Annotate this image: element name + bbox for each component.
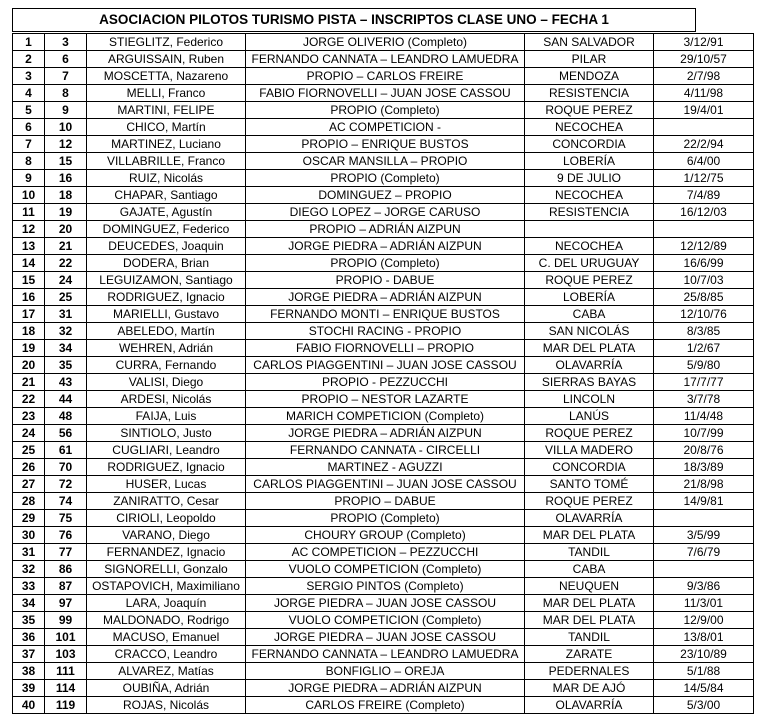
cell-team: BONFIGLIO – OREJA xyxy=(246,663,525,680)
cell-car-number: 48 xyxy=(45,408,87,425)
cell-car-number: 22 xyxy=(45,255,87,272)
cell-birth-date: 12/9/00 xyxy=(654,612,754,629)
cell-car-number: 12 xyxy=(45,136,87,153)
cell-birth-date: 10/7/99 xyxy=(654,425,754,442)
cell-car-number: 16 xyxy=(45,170,87,187)
cell-driver: STIEGLITZ, Federico xyxy=(87,34,246,51)
cell-car-number: 32 xyxy=(45,323,87,340)
table-row xyxy=(13,493,754,510)
cell-team: FERNANDO CANNATA - CIRCELLI xyxy=(246,442,525,459)
cell-team: DOMINGUEZ – PROPIO xyxy=(246,187,525,204)
cell-car-number: 3 xyxy=(45,34,87,51)
cell-driver: ROJAS, Nicolás xyxy=(87,697,246,714)
cell-birth-date: 7/6/79 xyxy=(654,544,754,561)
cell-birth-date: 3/12/91 xyxy=(654,34,754,51)
cell-position: 23 xyxy=(13,408,45,425)
cell-driver: MACUSO, Emanuel xyxy=(87,629,246,646)
cell-team: PROPIO (Completo) xyxy=(246,510,525,527)
cell-team: PROPIO (Completo) xyxy=(246,170,525,187)
table-row xyxy=(13,34,754,51)
cell-birth-date: 8/3/85 xyxy=(654,323,754,340)
cell-team: CHOURY GROUP (Completo) xyxy=(246,527,525,544)
cell-city: MAR DEL PLATA xyxy=(525,595,654,612)
cell-position: 29 xyxy=(13,510,45,527)
cell-driver: CHICO, Martín xyxy=(87,119,246,136)
table-row xyxy=(13,663,754,680)
cell-car-number: 25 xyxy=(45,289,87,306)
table-row xyxy=(13,51,754,68)
cell-position: 2 xyxy=(13,51,45,68)
table-row xyxy=(13,680,754,697)
cell-city: MAR DEL PLATA xyxy=(525,340,654,357)
table-row xyxy=(13,612,754,629)
cell-city: TANDIL xyxy=(525,629,654,646)
cell-driver: SIGNORELLI, Gonzalo xyxy=(87,561,246,578)
cell-driver: ARDESI, Nicolás xyxy=(87,391,246,408)
cell-driver: DODERA, Brian xyxy=(87,255,246,272)
table-row xyxy=(13,544,754,561)
cell-driver: CHAPAR, Santiago xyxy=(87,187,246,204)
table-row xyxy=(13,561,754,578)
table-row xyxy=(13,102,754,119)
cell-birth-date: 16/6/99 xyxy=(654,255,754,272)
table-row xyxy=(13,340,754,357)
cell-team: CARLOS FREIRE (Completo) xyxy=(246,697,525,714)
cell-team: PROPIO (Completo) xyxy=(246,102,525,119)
cell-team: FERNANDO CANNATA – LEANDRO LAMUEDRA xyxy=(246,51,525,68)
cell-driver: RUIZ, Nicolás xyxy=(87,170,246,187)
cell-birth-date: 25/8/85 xyxy=(654,289,754,306)
cell-position: 18 xyxy=(13,323,45,340)
cell-birth-date: 12/10/76 xyxy=(654,306,754,323)
cell-city: ROQUE PEREZ xyxy=(525,272,654,289)
cell-car-number: 9 xyxy=(45,102,87,119)
cell-city: LOBERÍA xyxy=(525,289,654,306)
table-row xyxy=(13,697,754,714)
cell-position: 19 xyxy=(13,340,45,357)
cell-driver: CUGLIARI, Leandro xyxy=(87,442,246,459)
table-row xyxy=(13,306,754,323)
cell-city: CABA xyxy=(525,306,654,323)
cell-driver: SINTIOLO, Justo xyxy=(87,425,246,442)
cell-team: MARTINEZ - AGUZZI xyxy=(246,459,525,476)
cell-car-number: 44 xyxy=(45,391,87,408)
table-row xyxy=(13,425,754,442)
cell-birth-date: 13/8/01 xyxy=(654,629,754,646)
table-row xyxy=(13,476,754,493)
cell-city: VILLA MADERO xyxy=(525,442,654,459)
cell-position: 40 xyxy=(13,697,45,714)
cell-driver: MARTINI, FELIPE xyxy=(87,102,246,119)
table-row xyxy=(13,374,754,391)
cell-position: 16 xyxy=(13,289,45,306)
cell-city: MAR DEL PLATA xyxy=(525,612,654,629)
cell-car-number: 74 xyxy=(45,493,87,510)
cell-city: RESISTENCIA xyxy=(525,204,654,221)
cell-team: VUOLO COMPETICION (Completo) xyxy=(246,612,525,629)
entries-table-body xyxy=(13,34,754,714)
cell-birth-date: 11/4/48 xyxy=(654,408,754,425)
cell-position: 4 xyxy=(13,85,45,102)
cell-team: PROPIO – DABUE xyxy=(246,493,525,510)
cell-city: ROQUE PEREZ xyxy=(525,493,654,510)
cell-driver: VILLABRILLE, Franco xyxy=(87,153,246,170)
cell-position: 34 xyxy=(13,595,45,612)
cell-birth-date: 5/9/80 xyxy=(654,357,754,374)
cell-position: 21 xyxy=(13,374,45,391)
cell-position: 5 xyxy=(13,102,45,119)
cell-position: 1 xyxy=(13,34,45,51)
cell-driver: LEGUIZAMON, Santiago xyxy=(87,272,246,289)
cell-car-number: 43 xyxy=(45,374,87,391)
cell-driver: LARA, Joaquín xyxy=(87,595,246,612)
cell-city: 9 DE JULIO xyxy=(525,170,654,187)
cell-birth-date: 14/9/81 xyxy=(654,493,754,510)
cell-position: 17 xyxy=(13,306,45,323)
table-row xyxy=(13,221,754,238)
cell-city: MAR DE AJÓ xyxy=(525,680,654,697)
cell-birth-date: 18/3/89 xyxy=(654,459,754,476)
cell-car-number: 61 xyxy=(45,442,87,459)
cell-car-number: 21 xyxy=(45,238,87,255)
cell-team: PROPIO – ENRIQUE BUSTOS xyxy=(246,136,525,153)
cell-car-number: 24 xyxy=(45,272,87,289)
cell-birth-date xyxy=(654,510,754,527)
cell-position: 13 xyxy=(13,238,45,255)
cell-birth-date xyxy=(654,561,754,578)
cell-driver: MARIELLI, Gustavo xyxy=(87,306,246,323)
table-row xyxy=(13,578,754,595)
cell-birth-date: 4/11/98 xyxy=(654,85,754,102)
cell-driver: ZANIRATTO, Cesar xyxy=(87,493,246,510)
cell-position: 36 xyxy=(13,629,45,646)
cell-team: JORGE PIEDRA – JUAN JOSE CASSOU xyxy=(246,595,525,612)
cell-birth-date: 9/3/86 xyxy=(654,578,754,595)
cell-driver: DOMINGUEZ, Federico xyxy=(87,221,246,238)
cell-city: MAR DEL PLATA xyxy=(525,527,654,544)
cell-team: PROPIO – NESTOR LAZARTE xyxy=(246,391,525,408)
cell-team: DIEGO LOPEZ – JORGE CARUSO xyxy=(246,204,525,221)
table-row xyxy=(13,255,754,272)
cell-position: 35 xyxy=(13,612,45,629)
cell-team: AC COMPETICION – PEZZUCCHI xyxy=(246,544,525,561)
cell-position: 14 xyxy=(13,255,45,272)
cell-car-number: 6 xyxy=(45,51,87,68)
cell-car-number: 101 xyxy=(45,629,87,646)
table-row xyxy=(13,595,754,612)
cell-team: SERGIO PINTOS (Completo) xyxy=(246,578,525,595)
cell-driver: MOSCETTA, Nazareno xyxy=(87,68,246,85)
table-row xyxy=(13,85,754,102)
cell-position: 31 xyxy=(13,544,45,561)
cell-driver: VALISI, Diego xyxy=(87,374,246,391)
cell-car-number: 72 xyxy=(45,476,87,493)
table-row xyxy=(13,289,754,306)
cell-birth-date: 7/4/89 xyxy=(654,187,754,204)
cell-birth-date: 3/5/99 xyxy=(654,527,754,544)
table-row xyxy=(13,187,754,204)
cell-position: 9 xyxy=(13,170,45,187)
cell-team: JORGE PIEDRA – JUAN JOSE CASSOU xyxy=(246,629,525,646)
cell-driver: HUSER, Lucas xyxy=(87,476,246,493)
cell-driver: RODRIGUEZ, Ignacio xyxy=(87,459,246,476)
cell-driver: GAJATE, Agustín xyxy=(87,204,246,221)
cell-birth-date: 14/5/84 xyxy=(654,680,754,697)
cell-birth-date: 23/10/89 xyxy=(654,646,754,663)
table-row xyxy=(13,357,754,374)
cell-car-number: 31 xyxy=(45,306,87,323)
cell-driver: CURRA, Fernando xyxy=(87,357,246,374)
cell-birth-date: 11/3/01 xyxy=(654,595,754,612)
cell-birth-date: 1/2/67 xyxy=(654,340,754,357)
cell-car-number: 76 xyxy=(45,527,87,544)
table-row xyxy=(13,459,754,476)
cell-driver: VARANO, Diego xyxy=(87,527,246,544)
cell-birth-date xyxy=(654,119,754,136)
cell-car-number: 7 xyxy=(45,68,87,85)
cell-car-number: 111 xyxy=(45,663,87,680)
cell-city: LINCOLN xyxy=(525,391,654,408)
cell-team: FERNANDO MONTI – ENRIQUE BUSTOS xyxy=(246,306,525,323)
cell-city: NECOCHEA xyxy=(525,119,654,136)
cell-team: JORGE PIEDRA – ADRIÁN AIZPUN xyxy=(246,289,525,306)
cell-birth-date: 3/7/78 xyxy=(654,391,754,408)
cell-city: RESISTENCIA xyxy=(525,85,654,102)
cell-position: 12 xyxy=(13,221,45,238)
cell-team: PROPIO - DABUE xyxy=(246,272,525,289)
cell-position: 7 xyxy=(13,136,45,153)
cell-position: 37 xyxy=(13,646,45,663)
cell-team: CARLOS PIAGGENTINI – JUAN JOSE CASSOU xyxy=(246,357,525,374)
cell-birth-date: 21/8/98 xyxy=(654,476,754,493)
table-row xyxy=(13,527,754,544)
cell-birth-date: 29/10/57 xyxy=(654,51,754,68)
cell-team: JORGE PIEDRA – ADRIÁN AIZPUN xyxy=(246,425,525,442)
cell-driver: ABELEDO, Martín xyxy=(87,323,246,340)
cell-position: 15 xyxy=(13,272,45,289)
cell-car-number: 103 xyxy=(45,646,87,663)
cell-driver: MELLI, Franco xyxy=(87,85,246,102)
cell-city: PILAR xyxy=(525,51,654,68)
table-row xyxy=(13,442,754,459)
table-row xyxy=(13,646,754,663)
document-title: ASOCIACION PILOTOS TURISMO PISTA – INSCRIPTOS CLASE UNO – FECHA 1 xyxy=(12,8,696,32)
cell-city: NEUQUEN xyxy=(525,578,654,595)
table-row xyxy=(13,119,754,136)
table-row xyxy=(13,136,754,153)
cell-birth-date: 1/12/75 xyxy=(654,170,754,187)
cell-position: 33 xyxy=(13,578,45,595)
cell-city: CABA xyxy=(525,561,654,578)
cell-car-number: 86 xyxy=(45,561,87,578)
cell-birth-date: 2/7/98 xyxy=(654,68,754,85)
cell-team: FABIO FIORNOVELLI – JUAN JOSE CASSOU xyxy=(246,85,525,102)
cell-driver: ARGUISSAIN, Ruben xyxy=(87,51,246,68)
cell-position: 22 xyxy=(13,391,45,408)
cell-driver: RODRIGUEZ, Ignacio xyxy=(87,289,246,306)
cell-driver: ALVAREZ, Matías xyxy=(87,663,246,680)
cell-birth-date: 5/1/88 xyxy=(654,663,754,680)
cell-city: ROQUE PEREZ xyxy=(525,425,654,442)
cell-position: 26 xyxy=(13,459,45,476)
table-row xyxy=(13,68,754,85)
cell-driver: OSTAPOVICH, Maximiliano xyxy=(87,578,246,595)
cell-car-number: 99 xyxy=(45,612,87,629)
cell-driver: FAIJA, Luis xyxy=(87,408,246,425)
cell-car-number: 97 xyxy=(45,595,87,612)
cell-birth-date: 16/12/03 xyxy=(654,204,754,221)
cell-city: NECOCHEA xyxy=(525,187,654,204)
cell-team: PROPIO (Completo) xyxy=(246,255,525,272)
cell-city: ROQUE PEREZ xyxy=(525,102,654,119)
table-row xyxy=(13,272,754,289)
cell-team: CARLOS PIAGGENTINI – JUAN JOSE CASSOU xyxy=(246,476,525,493)
cell-driver: FERNANDEZ, Ignacio xyxy=(87,544,246,561)
cell-car-number: 70 xyxy=(45,459,87,476)
table-row xyxy=(13,170,754,187)
cell-position: 27 xyxy=(13,476,45,493)
cell-city: SAN SALVADOR xyxy=(525,34,654,51)
cell-car-number: 15 xyxy=(45,153,87,170)
table-row xyxy=(13,204,754,221)
cell-team: JORGE OLIVERIO (Completo) xyxy=(246,34,525,51)
cell-driver: DEUCEDES, Joaquin xyxy=(87,238,246,255)
cell-team: OSCAR MANSILLA – PROPIO xyxy=(246,153,525,170)
cell-city xyxy=(525,221,654,238)
cell-driver: WEHREN, Adrián xyxy=(87,340,246,357)
cell-position: 10 xyxy=(13,187,45,204)
cell-city: OLAVARRÍA xyxy=(525,357,654,374)
cell-city: CONCORDIA xyxy=(525,136,654,153)
cell-team: FERNANDO CANNATA – LEANDRO LAMUEDRA xyxy=(246,646,525,663)
cell-position: 30 xyxy=(13,527,45,544)
cell-position: 3 xyxy=(13,68,45,85)
cell-position: 8 xyxy=(13,153,45,170)
cell-team: MARICH COMPETICION (Completo) xyxy=(246,408,525,425)
cell-team: VUOLO COMPETICION (Completo) xyxy=(246,561,525,578)
cell-city: CONCORDIA xyxy=(525,459,654,476)
cell-team: PROPIO – CARLOS FREIRE xyxy=(246,68,525,85)
cell-team: AC COMPETICION - xyxy=(246,119,525,136)
cell-city: LANÚS xyxy=(525,408,654,425)
cell-birth-date: 17/7/77 xyxy=(654,374,754,391)
cell-position: 20 xyxy=(13,357,45,374)
cell-car-number: 20 xyxy=(45,221,87,238)
cell-position: 25 xyxy=(13,442,45,459)
cell-city: ZARATE xyxy=(525,646,654,663)
cell-position: 28 xyxy=(13,493,45,510)
cell-city: NECOCHEA xyxy=(525,238,654,255)
cell-team: PROPIO - PEZZUCCHI xyxy=(246,374,525,391)
cell-city: C. DEL URUGUAY xyxy=(525,255,654,272)
cell-driver: CRACCO, Leandro xyxy=(87,646,246,663)
cell-position: 38 xyxy=(13,663,45,680)
cell-birth-date: 10/7/03 xyxy=(654,272,754,289)
cell-city: SAN NICOLÁS xyxy=(525,323,654,340)
cell-position: 6 xyxy=(13,119,45,136)
cell-team: STOCHI RACING - PROPIO xyxy=(246,323,525,340)
cell-car-number: 34 xyxy=(45,340,87,357)
cell-city: OLAVARRÍA xyxy=(525,510,654,527)
cell-birth-date xyxy=(654,221,754,238)
cell-driver: OUBIÑA, Adrián xyxy=(87,680,246,697)
cell-position: 32 xyxy=(13,561,45,578)
cell-car-number: 19 xyxy=(45,204,87,221)
cell-team: JORGE PIEDRA – ADRIÁN AIZPUN xyxy=(246,238,525,255)
cell-car-number: 8 xyxy=(45,85,87,102)
table-row xyxy=(13,323,754,340)
cell-team: PROPIO – ADRIÁN AIZPUN xyxy=(246,221,525,238)
table-row xyxy=(13,510,754,527)
cell-birth-date: 12/12/89 xyxy=(654,238,754,255)
table-row xyxy=(13,629,754,646)
table-row xyxy=(13,238,754,255)
table-row xyxy=(13,408,754,425)
cell-car-number: 114 xyxy=(45,680,87,697)
cell-birth-date: 6/4/00 xyxy=(654,153,754,170)
cell-birth-date: 22/2/94 xyxy=(654,136,754,153)
cell-car-number: 87 xyxy=(45,578,87,595)
table-row xyxy=(13,153,754,170)
cell-team: JORGE PIEDRA – ADRIÁN AIZPUN xyxy=(246,680,525,697)
cell-city: OLAVARRÍA xyxy=(525,697,654,714)
cell-birth-date: 19/4/01 xyxy=(654,102,754,119)
cell-city: TANDIL xyxy=(525,544,654,561)
cell-car-number: 56 xyxy=(45,425,87,442)
cell-car-number: 35 xyxy=(45,357,87,374)
entries-table xyxy=(12,33,754,714)
cell-birth-date: 20/8/76 xyxy=(654,442,754,459)
cell-birth-date: 5/3/00 xyxy=(654,697,754,714)
table-row xyxy=(13,391,754,408)
cell-car-number: 10 xyxy=(45,119,87,136)
cell-team: FABIO FIORNOVELLI – PROPIO xyxy=(246,340,525,357)
cell-position: 11 xyxy=(13,204,45,221)
cell-city: PEDERNALES xyxy=(525,663,654,680)
cell-car-number: 75 xyxy=(45,510,87,527)
cell-car-number: 119 xyxy=(45,697,87,714)
cell-driver: CIRIOLI, Leopoldo xyxy=(87,510,246,527)
cell-position: 39 xyxy=(13,680,45,697)
cell-driver: MARTINEZ, Luciano xyxy=(87,136,246,153)
cell-car-number: 77 xyxy=(45,544,87,561)
cell-city: SIERRAS BAYAS xyxy=(525,374,654,391)
cell-driver: MALDONADO, Rodrigo xyxy=(87,612,246,629)
cell-city: MENDOZA xyxy=(525,68,654,85)
cell-position: 24 xyxy=(13,425,45,442)
cell-city: SANTO TOMÉ xyxy=(525,476,654,493)
cell-city: LOBERÍA xyxy=(525,153,654,170)
cell-car-number: 18 xyxy=(45,187,87,204)
